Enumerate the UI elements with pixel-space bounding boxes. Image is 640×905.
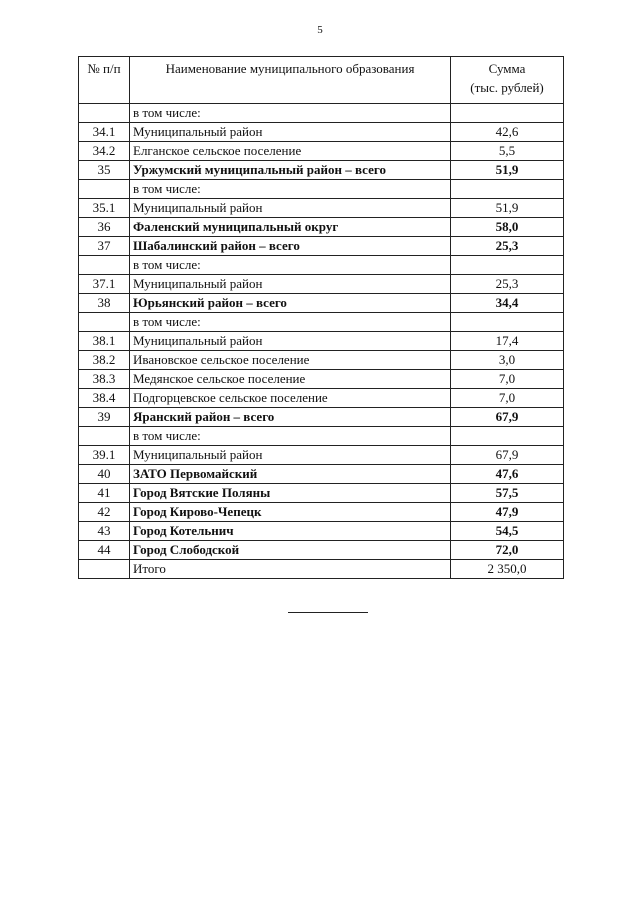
row-number [79, 427, 130, 446]
table-row [79, 199, 564, 218]
table-row [79, 522, 564, 541]
table-row [79, 389, 564, 408]
row-number: 37.1 [79, 275, 130, 294]
table-row [79, 123, 564, 142]
row-name: Муниципальный район [130, 332, 451, 351]
row-number: 39 [79, 408, 130, 427]
row-sum: 7,0 [451, 389, 564, 408]
row-name: Елганское сельское поселение [130, 142, 451, 161]
row-name: Муниципальный район [130, 446, 451, 465]
row-number [79, 313, 130, 332]
row-name: ЗАТО Первомайский [130, 465, 451, 484]
table-row [79, 104, 564, 123]
row-number: 38.3 [79, 370, 130, 389]
row-name: Итого [130, 560, 451, 579]
row-sum: 58,0 [451, 218, 564, 237]
row-sum: 51,9 [451, 199, 564, 218]
row-name: Ивановское сельское поселение [130, 351, 451, 370]
row-number [79, 104, 130, 123]
row-number: 41 [79, 484, 130, 503]
row-name: Город Котельнич [130, 522, 451, 541]
row-name: Город Слободской [130, 541, 451, 560]
table-row [79, 275, 564, 294]
row-name: Город Вятские Поляны [130, 484, 451, 503]
row-name: Муниципальный район [130, 275, 451, 294]
table-row [79, 218, 564, 237]
allocation-table [78, 56, 564, 579]
table-row [79, 560, 564, 579]
column-header-number: № п/п [79, 57, 130, 104]
row-sum [451, 104, 564, 123]
row-name: Уржумский муниципальный район – всего [130, 161, 451, 180]
page-number: 5 [317, 24, 323, 36]
row-sum: 7,0 [451, 370, 564, 389]
row-number [79, 560, 130, 579]
row-name: Медянское сельское поселение [130, 370, 451, 389]
table-row [79, 256, 564, 275]
row-number: 34.2 [79, 142, 130, 161]
row-name: Муниципальный район [130, 123, 451, 142]
table-header-row [79, 57, 564, 104]
row-sum: 57,5 [451, 484, 564, 503]
row-sum: 72,0 [451, 541, 564, 560]
row-sum: 42,6 [451, 123, 564, 142]
table-row [79, 503, 564, 522]
table-row [79, 446, 564, 465]
column-header-sum [451, 57, 564, 104]
row-number: 44 [79, 541, 130, 560]
row-number [79, 256, 130, 275]
row-sum [451, 313, 564, 332]
row-name: Яранский район – всего [130, 408, 451, 427]
row-name: в том числе: [130, 427, 451, 446]
row-number: 40 [79, 465, 130, 484]
row-sum [451, 180, 564, 199]
row-sum: 47,9 [451, 503, 564, 522]
table-row [79, 541, 564, 560]
row-name: в том числе: [130, 104, 451, 123]
row-sum: 25,3 [451, 237, 564, 256]
row-number: 35 [79, 161, 130, 180]
row-name: в том числе: [130, 180, 451, 199]
row-number [79, 180, 130, 199]
row-sum: 51,9 [451, 161, 564, 180]
table-row [79, 180, 564, 199]
table-row [79, 161, 564, 180]
row-number: 39.1 [79, 446, 130, 465]
row-number: 37 [79, 237, 130, 256]
row-number: 38 [79, 294, 130, 313]
table-row [79, 370, 564, 389]
row-sum: 54,5 [451, 522, 564, 541]
row-number: 35.1 [79, 199, 130, 218]
row-name: Муниципальный район [130, 199, 451, 218]
table-row [79, 294, 564, 313]
table-row [79, 465, 564, 484]
row-sum [451, 256, 564, 275]
row-name: Подгорцевское сельское поселение [130, 389, 451, 408]
row-name: Фаленский муниципальный округ [130, 218, 451, 237]
table-row [79, 237, 564, 256]
column-header-sum-unit: (тыс. рублей) [470, 80, 544, 95]
row-sum [451, 427, 564, 446]
row-number: 38.4 [79, 389, 130, 408]
table-row [79, 313, 564, 332]
row-sum: 34,4 [451, 294, 564, 313]
row-number: 43 [79, 522, 130, 541]
column-header-name: Наименование муниципального образования [130, 57, 451, 104]
table-row [79, 142, 564, 161]
table-row [79, 351, 564, 370]
table-row [79, 332, 564, 351]
row-name: Юрьянский район – всего [130, 294, 451, 313]
row-sum: 47,6 [451, 465, 564, 484]
row-sum: 25,3 [451, 275, 564, 294]
row-sum: 3,0 [451, 351, 564, 370]
row-sum: 5,5 [451, 142, 564, 161]
row-name: Город Кирово-Чепецк [130, 503, 451, 522]
row-name: в том числе: [130, 256, 451, 275]
row-number: 38.2 [79, 351, 130, 370]
row-number: 38.1 [79, 332, 130, 351]
column-header-sum-title: Сумма [488, 61, 526, 76]
table-row [79, 484, 564, 503]
closing-separator-line [288, 612, 368, 613]
row-number: 36 [79, 218, 130, 237]
row-name: Шабалинский район – всего [130, 237, 451, 256]
row-number: 42 [79, 503, 130, 522]
row-sum: 67,9 [451, 446, 564, 465]
row-sum: 2 350,0 [451, 560, 564, 579]
table-body [79, 104, 564, 579]
row-name: в том числе: [130, 313, 451, 332]
table-row [79, 427, 564, 446]
table-row [79, 408, 564, 427]
row-sum: 17,4 [451, 332, 564, 351]
row-number: 34.1 [79, 123, 130, 142]
row-sum: 67,9 [451, 408, 564, 427]
